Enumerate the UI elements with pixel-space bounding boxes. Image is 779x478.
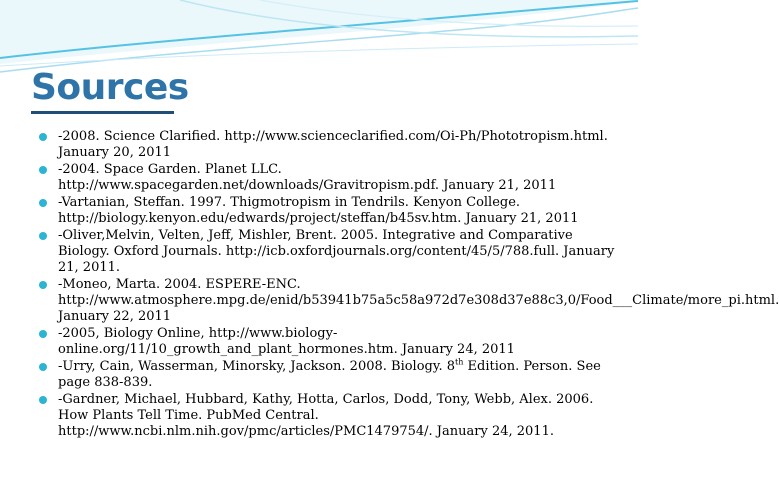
list-item xyxy=(39,129,615,161)
list-item xyxy=(39,326,615,358)
source-text: -2005, Biology Online, http://www.biology-online.org/11/10_growth_and_plant_hormones.htm. January 24, 2011 xyxy=(58,326,515,357)
urry-superscript: th xyxy=(455,357,464,367)
circle-bullet-icon xyxy=(39,199,47,207)
circle-bullet-icon xyxy=(39,363,47,371)
list-item xyxy=(39,162,615,194)
source-text-urry xyxy=(58,359,601,390)
circle-bullet-icon xyxy=(39,232,47,240)
source-text: -2008. Science Clarified. http://www.scienceclarified.com/Oi-Ph/Phototropism.html. January 20, 2011 xyxy=(58,129,608,160)
list-item xyxy=(39,359,615,391)
urry-text-before: -Urry, Cain, Wasserman, Minorsky, Jackson. 2008. Biology. 8 xyxy=(58,359,456,374)
circle-bullet-icon xyxy=(39,396,47,404)
source-text: -Gardner, Michael, Hubbard, Kathy, Hotta, Carlos, Dodd, Tony, Webb, Alex. 2006. How Plants Tell Time. PubMed Central. http://www.ncbi.nlm.nih.gov/pmc/articles/PMC1479754/. January 24, 2011. xyxy=(58,392,594,439)
circle-bullet-icon xyxy=(39,133,47,141)
source-text: -2004. Space Garden. Planet LLC. http://www.spacegarden.net/downloads/Gravitropism.pdf. January 21, 2011 xyxy=(58,162,557,193)
title-underline xyxy=(31,111,174,114)
list-item xyxy=(39,392,615,440)
source-text: -Vartanian, Steffan. 1997. Thigmotropism in Tendrils. Kenyon College. http://biology.kenyon.edu/edwards/project/steffan/b45sv.htm. January 21, 2011 xyxy=(58,195,579,226)
urry-text-after: Edition. Person. See page 838-839. xyxy=(58,359,601,390)
source-text: -Moneo, Marta. 2004. ESPERE-ENC. http://www.atmosphere.mpg.de/enid/b53941b75a5c58a972d7e308d37e88c3,0/Food___Climate/more_pi.html. January 22, 2011 xyxy=(58,277,779,324)
circle-bullet-icon xyxy=(39,330,47,338)
sources-list xyxy=(39,129,779,441)
source-text: -Oliver,Melvin, Velten, Jeff, Mishler, Brent. 2005. Integrative and Comparative Biology. Oxford Journals. http://icb.oxfordjournals.org/content/45/5/788.full. January 21, 2011. xyxy=(58,228,615,275)
circle-bullet-icon xyxy=(39,281,47,289)
list-item xyxy=(39,228,615,276)
list-item xyxy=(39,277,779,325)
slide-title: Sources xyxy=(31,67,189,108)
circle-bullet-icon xyxy=(39,166,47,174)
list-item xyxy=(39,195,615,227)
